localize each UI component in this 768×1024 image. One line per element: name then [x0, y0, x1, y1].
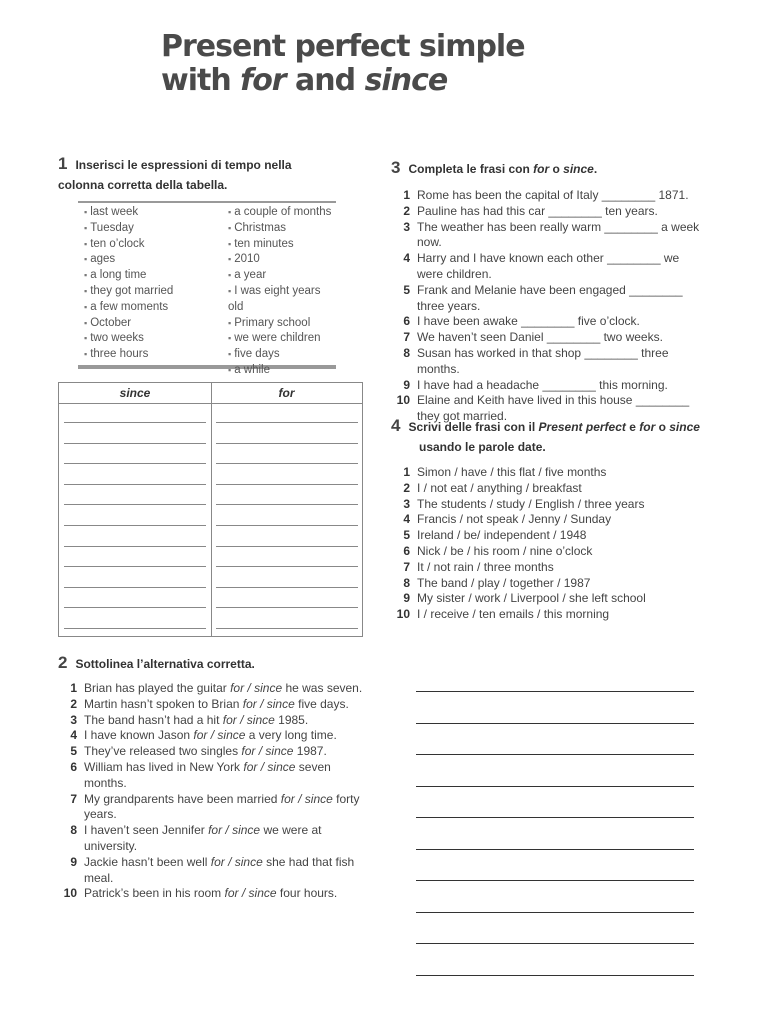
item-text: We haven’t seen Daniel ________ two weeks.	[417, 330, 663, 345]
item-text: Susan has worked in that shop ________ three months.	[417, 345, 669, 376]
item-text: I / receive / ten emails / this morning	[417, 607, 610, 622]
item-number: 3	[70, 712, 77, 727]
list-item	[59, 713, 369, 729]
item-text: I / not eat / anything / breakfast	[417, 480, 582, 495]
item-text: My grandparents have been married	[84, 791, 281, 806]
item-text: Brian has played the guitar	[84, 681, 231, 695]
item-alternative: for / since	[210, 854, 263, 869]
title-since: since	[364, 63, 448, 98]
time-expressions-left	[84, 205, 173, 363]
item-number: 8	[70, 823, 77, 838]
item-number: 2	[403, 203, 410, 218]
for-column-header: for	[278, 386, 295, 400]
item-number: 4	[403, 512, 410, 527]
list-item	[392, 591, 702, 607]
answer-line	[416, 849, 694, 850]
list-item	[392, 576, 702, 592]
item-text: Francis / not speak / Jenny / Sunday	[417, 512, 612, 527]
item-number: 2	[70, 696, 77, 711]
for-blank-line	[216, 422, 358, 423]
item-number: 5	[403, 528, 410, 543]
exercise-1-heading	[58, 154, 338, 195]
item-number: 7	[403, 330, 410, 345]
list-item	[392, 251, 702, 283]
item-number: 3	[403, 219, 410, 234]
since-blank-line	[64, 546, 206, 547]
exercise-4-list	[392, 465, 702, 623]
list-item	[59, 855, 369, 887]
time-expression-item: ▪ three hours	[84, 347, 173, 363]
item-text: I have known Jason	[84, 728, 194, 743]
exercise-number: 4	[391, 416, 401, 435]
title-line-2	[161, 64, 525, 98]
since-blank-line	[64, 587, 206, 588]
since-blank-line	[64, 566, 206, 567]
exercise-2-list	[59, 681, 369, 902]
answer-line	[416, 786, 694, 787]
for-blank-line	[216, 607, 358, 608]
item-text: The weather has been really warm ________ a week now.	[417, 219, 700, 250]
answer-line	[416, 943, 694, 944]
list-item	[392, 346, 702, 378]
answer-line	[416, 723, 694, 724]
time-expression-item: ▪ ten o’clock	[84, 237, 173, 253]
list-item	[59, 792, 369, 824]
instruction-for: for	[639, 420, 656, 434]
item-alternative: for / since	[241, 744, 294, 759]
for-blank-line	[216, 587, 358, 588]
instruction-present-perfect: Present perfect	[538, 420, 626, 434]
time-expression-item: ▪ I was eight years old	[228, 284, 336, 316]
time-expression-item: ▪ ages	[84, 252, 173, 268]
exercise-instruction: Completa le frasi con	[408, 162, 534, 176]
item-text: My sister / work / Liverpool / she left school	[417, 591, 646, 606]
item-number: 5	[70, 744, 77, 759]
item-number: 6	[403, 314, 410, 329]
item-number: 9	[70, 854, 77, 869]
list-item	[59, 697, 369, 713]
since-blank-line	[64, 504, 206, 505]
since-blank-line	[64, 525, 206, 526]
since-column-header: since	[119, 386, 151, 400]
time-expression-item: ▪ Christmas	[228, 221, 336, 237]
item-alternative: for / since	[208, 823, 261, 838]
exercise-instruction: Scrivi delle frasi con il	[408, 420, 539, 434]
list-item	[392, 560, 702, 576]
item-number: 10	[396, 393, 410, 408]
time-expression-item: ▪ a year	[228, 268, 336, 284]
item-number: 4	[70, 728, 77, 743]
list-item	[392, 314, 702, 330]
list-item	[392, 204, 702, 220]
list-item	[392, 220, 702, 252]
for-blank-line	[216, 504, 358, 505]
exercise-2-heading	[58, 653, 358, 674]
item-text: Frank and Melanie have been engaged ________ three years.	[417, 282, 683, 313]
item-text: They’ve released two singles	[84, 744, 242, 759]
list-item	[59, 760, 369, 792]
exercise-instruction: Inserisci le espressioni di tempo nella colonna corretta della tabella.	[58, 158, 292, 192]
since-blank-line	[64, 484, 206, 485]
for-blank-line	[216, 628, 358, 629]
for-blank-line	[216, 443, 358, 444]
since-blank-line	[64, 422, 206, 423]
time-expressions-box	[78, 201, 336, 376]
answer-line	[416, 912, 694, 913]
item-text: William has lived in New York	[84, 759, 244, 774]
list-item	[392, 465, 702, 481]
exercise-instruction: e	[625, 420, 640, 434]
item-text: Harry and I have known each other ________ we were children.	[417, 251, 680, 281]
instruction-since: since	[669, 420, 700, 434]
list-item	[392, 528, 702, 544]
list-item	[59, 728, 369, 744]
item-text: I have had a headache ________ this morning.	[417, 377, 668, 392]
time-expression-item: ▪ a while	[228, 363, 336, 379]
time-expression-item: ▪ a few moments	[84, 300, 173, 316]
item-text: four hours.	[276, 886, 338, 901]
time-expression-item: ▪ a couple of months	[228, 205, 336, 221]
title-line-1: Present perfect simple	[161, 29, 525, 64]
instruction-since: since	[563, 162, 594, 176]
item-number: 10	[63, 886, 77, 901]
time-expression-item: ▪ we were children	[228, 331, 336, 347]
list-item	[392, 512, 702, 528]
time-expression-item: ▪ last week	[84, 205, 173, 221]
list-item	[392, 283, 702, 315]
for-blank-line	[216, 546, 358, 547]
item-text: Rome has been the capital of Italy ________ 1871.	[417, 188, 689, 202]
answer-line	[416, 691, 694, 692]
list-item	[59, 823, 369, 855]
exercise-instruction: Sottolinea l’alternativa corretta.	[75, 657, 255, 671]
item-text: Nick / be / his room / nine o’clock	[417, 543, 593, 558]
item-alternative: for / since	[230, 681, 283, 695]
item-text: I haven’t seen Jennifer	[84, 823, 209, 838]
item-number: 6	[70, 759, 77, 774]
answer-line	[416, 975, 694, 976]
answer-line	[416, 880, 694, 881]
answer-line	[416, 754, 694, 755]
exercise-number: 3	[391, 158, 401, 177]
item-number: 10	[396, 607, 410, 622]
item-alternative: for / since	[242, 696, 295, 711]
item-number: 1	[403, 188, 410, 202]
item-alternative: for / since	[224, 886, 277, 901]
item-number: 2	[403, 480, 410, 495]
time-expression-item: ▪ they got married	[84, 284, 173, 300]
item-text: 1987.	[293, 744, 327, 759]
page-title	[161, 30, 525, 98]
time-expression-item: ▪ a long time	[84, 268, 173, 284]
item-text: we were at university.	[84, 823, 322, 853]
item-number: 5	[403, 282, 410, 297]
list-item	[392, 330, 702, 346]
item-text: The band / play / together / 1987	[417, 575, 591, 590]
item-text: seven months.	[84, 759, 331, 790]
title-for: for	[240, 63, 286, 98]
list-item	[59, 744, 369, 760]
item-alternative: for / since	[280, 791, 333, 806]
list-item	[392, 378, 702, 394]
for-blank-line	[216, 484, 358, 485]
exercise-instruction: .	[593, 162, 598, 176]
time-expression-item: ▪ 2010	[228, 252, 336, 268]
table-column-divider	[211, 383, 212, 636]
item-alternative: for / since	[243, 759, 296, 774]
since-blank-line	[64, 443, 206, 444]
time-expression-item: ▪ October	[84, 316, 173, 332]
title-text: with	[161, 63, 241, 98]
for-blank-line	[216, 525, 358, 526]
exercise-number: 2	[58, 653, 68, 672]
exercise-number: 1	[58, 154, 68, 173]
time-expression-item: ▪ five days	[228, 347, 336, 363]
item-number: 1	[70, 681, 77, 695]
answer-line	[416, 817, 694, 818]
title-text: and	[285, 63, 365, 98]
item-text: Ireland / be/ independent / 1948	[417, 528, 587, 543]
item-text: The students / study / English / three years	[417, 496, 645, 511]
time-expressions-right	[228, 205, 336, 379]
list-item	[392, 481, 702, 497]
item-text: forty years.	[84, 791, 360, 822]
since-for-table	[58, 382, 363, 637]
list-item	[392, 544, 702, 560]
item-text: It / not rain / three months	[417, 559, 554, 574]
item-number: 7	[403, 559, 410, 574]
item-number: 9	[403, 591, 410, 606]
list-item	[392, 607, 702, 623]
time-expression-item: ▪ Primary school	[228, 316, 336, 332]
time-expression-item: ▪ Tuesday	[84, 221, 173, 237]
item-text: he was seven.	[282, 681, 363, 695]
exercise-instruction: o	[655, 420, 670, 434]
for-blank-line	[216, 463, 358, 464]
since-blank-line	[64, 607, 206, 608]
item-number: 3	[403, 496, 410, 511]
item-text: she had that fish meal.	[84, 854, 355, 885]
item-number: 4	[403, 251, 410, 266]
item-number: 8	[403, 575, 410, 590]
item-text: 1985.	[274, 712, 309, 727]
time-expression-item: ▪ ten minutes	[228, 237, 336, 253]
item-text: five days.	[294, 696, 349, 711]
for-blank-line	[216, 566, 358, 567]
list-item	[392, 497, 702, 513]
list-item	[59, 886, 369, 902]
item-number: 8	[403, 345, 410, 360]
exercise-instruction: o	[549, 162, 564, 176]
item-alternative: for / since	[193, 728, 246, 743]
since-blank-line	[64, 628, 206, 629]
item-text: Jackie hasn’t been well	[84, 854, 211, 869]
exercise-3-heading	[391, 158, 721, 179]
item-text: Martin hasn’t spoken to Brian	[84, 696, 243, 711]
exercise-3-list	[392, 188, 702, 425]
item-alternative: for / since	[222, 712, 275, 727]
item-number: 9	[403, 377, 410, 392]
list-item	[59, 681, 369, 697]
item-number: 7	[70, 791, 77, 806]
item-text: a very long time.	[245, 728, 337, 743]
item-text: I have been awake ________ five o’clock.	[417, 314, 640, 329]
item-number: 1	[403, 465, 410, 479]
instruction-for: for	[533, 162, 550, 176]
exercise-instruction-line2: usando le parole date.	[419, 440, 546, 454]
item-text: Pauline has had this car ________ ten years.	[417, 203, 658, 218]
exercise-4-heading	[391, 416, 711, 457]
list-item	[392, 188, 702, 204]
item-text: Simon / have / this flat / five months	[417, 465, 607, 479]
since-blank-line	[64, 463, 206, 464]
item-text: The band hasn’t had a hit	[84, 712, 223, 727]
item-text: Patrick’s been in his room	[84, 886, 225, 901]
time-expression-item: ▪ two weeks	[84, 331, 173, 347]
item-number: 6	[403, 543, 410, 558]
item-text: Elaine and Keith have lived in this house ________ they got married.	[417, 393, 690, 424]
